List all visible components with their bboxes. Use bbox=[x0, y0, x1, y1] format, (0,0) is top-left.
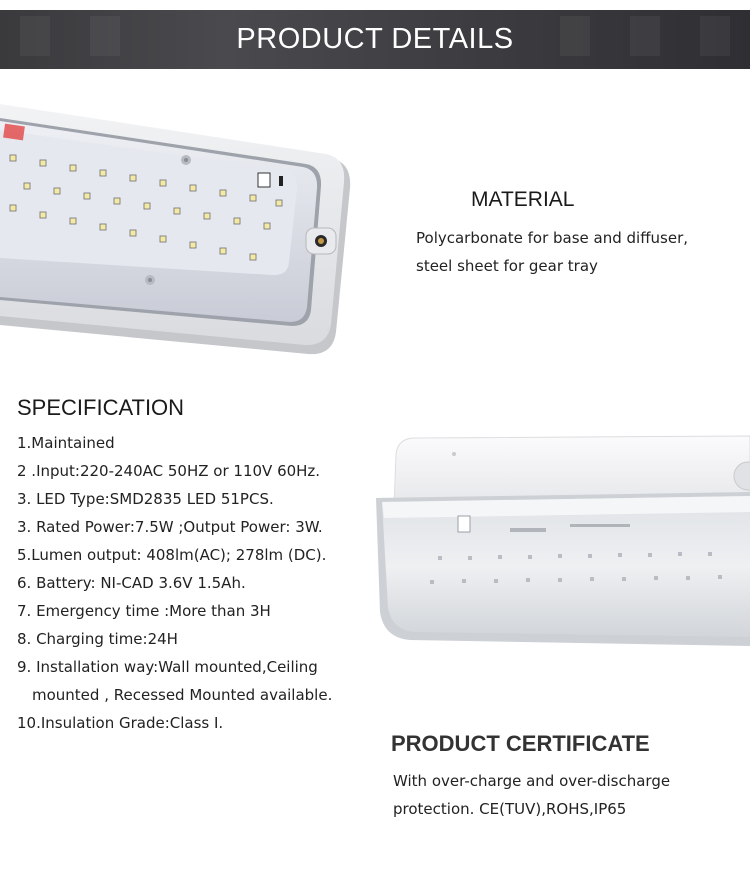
certificate-description bbox=[393, 767, 733, 823]
certificate-title: PRODUCT CERTIFICATE bbox=[391, 731, 650, 756]
spec-item: 6. Battery: NI-CAD 3.6V 1.5Ah. bbox=[17, 574, 246, 592]
spec-item: 10.Insulation Grade:Class I. bbox=[17, 714, 224, 732]
spec-item: 7. Emergency time :More than 3H bbox=[17, 602, 271, 620]
product-image-led-board bbox=[0, 100, 360, 365]
specification-list bbox=[17, 429, 367, 737]
spec-item: 3. Rated Power:7.5W ;Output Power: 3W. bbox=[17, 518, 323, 536]
certificate-line: With over-charge and over-discharge bbox=[393, 772, 671, 790]
certificate-line: protection. CE(TUV),ROHS,IP65 bbox=[393, 800, 627, 818]
top-margin bbox=[0, 0, 750, 10]
spec-item: 1.Maintained bbox=[17, 434, 115, 452]
spec-item: 5.Lumen output: 408lm(AC); 278lm (DC). bbox=[17, 546, 327, 564]
spec-item: mounted , Recessed Mounted available. bbox=[32, 686, 333, 704]
page-title: PRODUCT DETAILS bbox=[236, 23, 514, 55]
material-title: MATERIAL bbox=[471, 188, 575, 211]
spec-item: 2 .Input:220-240AC 50HZ or 110V 60Hz. bbox=[17, 462, 321, 480]
material-description bbox=[416, 224, 736, 280]
header-banner bbox=[0, 10, 750, 69]
spec-item: 3. LED Type:SMD2835 LED 51PCS. bbox=[17, 490, 274, 508]
spec-item: 8. Charging time:24H bbox=[17, 630, 178, 648]
spec-item: 9. Installation way:Wall mounted,Ceiling bbox=[17, 658, 318, 676]
material-line: Polycarbonate for base and diffuser, bbox=[416, 229, 689, 247]
specification-title: SPECIFICATION bbox=[17, 395, 185, 420]
material-line: steel sheet for gear tray bbox=[416, 257, 598, 275]
product-image-fitting bbox=[370, 432, 750, 647]
